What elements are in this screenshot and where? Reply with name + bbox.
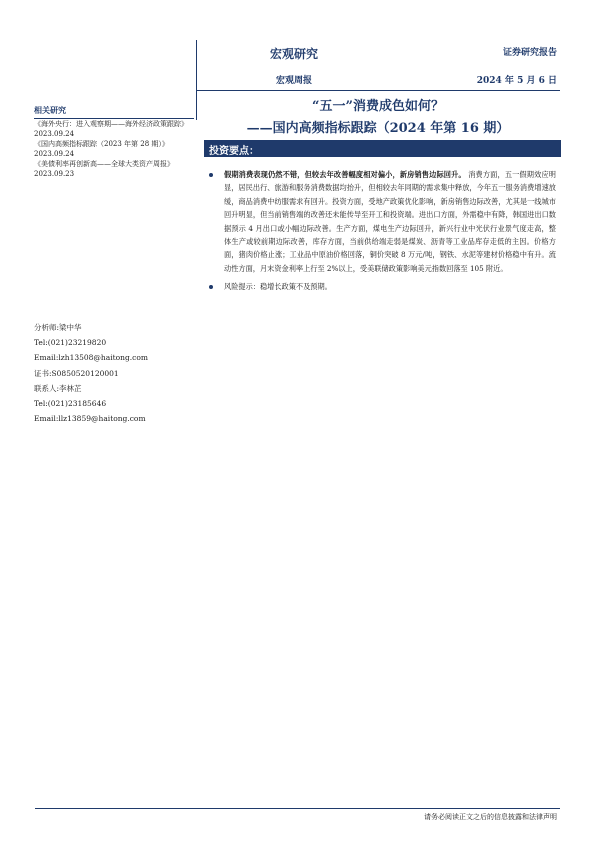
key-point-item — [206, 168, 556, 275]
analyst-name: 分析师:梁中华 — [34, 323, 82, 332]
key-point-lead: 假期消费表现仍然不错，但较去年改善幅度相对偏小，新房销售边际回升。 — [224, 170, 466, 179]
analyst-tel: Tel:(021)23219820 — [34, 338, 107, 348]
analyst-contacts — [34, 320, 194, 426]
related-research-heading: 相关研究 — [34, 105, 66, 115]
report-subcategory: 宏观周报 — [276, 76, 313, 86]
related-research-list — [34, 120, 196, 180]
report-date: 2024 年 5 月 6 日 — [476, 76, 557, 86]
footer-disclaimer: 请务必阅读正文之后的信息披露和法律声明 — [424, 813, 557, 821]
risk-warning: 风险提示：稳增长政策不及预期。 — [224, 282, 332, 292]
contact-email[interactable]: Email:llz13859@haitong.com — [34, 414, 146, 424]
sidebar-rule — [34, 118, 194, 119]
footer-rule — [35, 808, 560, 809]
bullet-icon — [209, 285, 213, 289]
header-rule — [196, 90, 560, 91]
analyst-email[interactable]: Email:lzh13508@haitong.com — [34, 353, 148, 363]
key-point-body: 消费方面，五一假期效应明显，居民出行、旅游和服务消费数据均抬升，但相较去年同期的需求集中释放，今年五一服务消费增速放缓，商品消费中纺服需求有回升。投资方面，受地产政策优化影响，新房销售边际改善，尤其是一线城市回升明显，但当前销售端的改善还未能传导至开工和投资端。进出口方面，外需稳中有降，韩国进出口数据预示 4 月出口或小幅边际改善。生产方面，煤电生产边际回升，新兴行业中光伏行业景气度走高，整体生产或较前期边际改善，库存方面，当前供给端走弱是煤炭、沥青等工业品库存走低的主因。价格方面，猪肉价格止涨；工业品中原油价格回落，铜价突破 8 万元/吨，钢铁、水泥等建材价格稳中有升。流动性方面，月末资金利率上行至 2%以上，受美联储政策影响美元指数回落至 105 附近。 — [224, 170, 556, 273]
bullet-icon — [209, 173, 213, 177]
key-points-label: 投资要点： — [209, 146, 259, 157]
report-title: “五一”消费成色如何？ — [312, 99, 444, 114]
analyst-certificate: 证书:S0850520120001 — [34, 368, 119, 378]
contact-name: 联系人:李林芷 — [34, 383, 82, 393]
related-item[interactable]: 《美债利率再创新高——全球大类资产周报》2023.09.23 — [34, 160, 174, 178]
related-item[interactable]: 《海外央行：进入观察期——海外经济政策跟踪》2023.09.24 — [34, 120, 188, 138]
report-type: 证券研究报告 — [502, 48, 557, 58]
key-points-list — [206, 168, 556, 299]
related-item[interactable]: 《国内高频指标跟踪（2023 年第 28 期）》2023.09.24 — [34, 140, 169, 158]
contact-tel: Tel:(021)23185646 — [34, 399, 107, 409]
report-category: 宏观研究 — [270, 47, 319, 61]
report-subtitle: ——国内高频指标跟踪（2024 年第 16 期） — [246, 121, 510, 136]
risk-item — [206, 280, 556, 293]
